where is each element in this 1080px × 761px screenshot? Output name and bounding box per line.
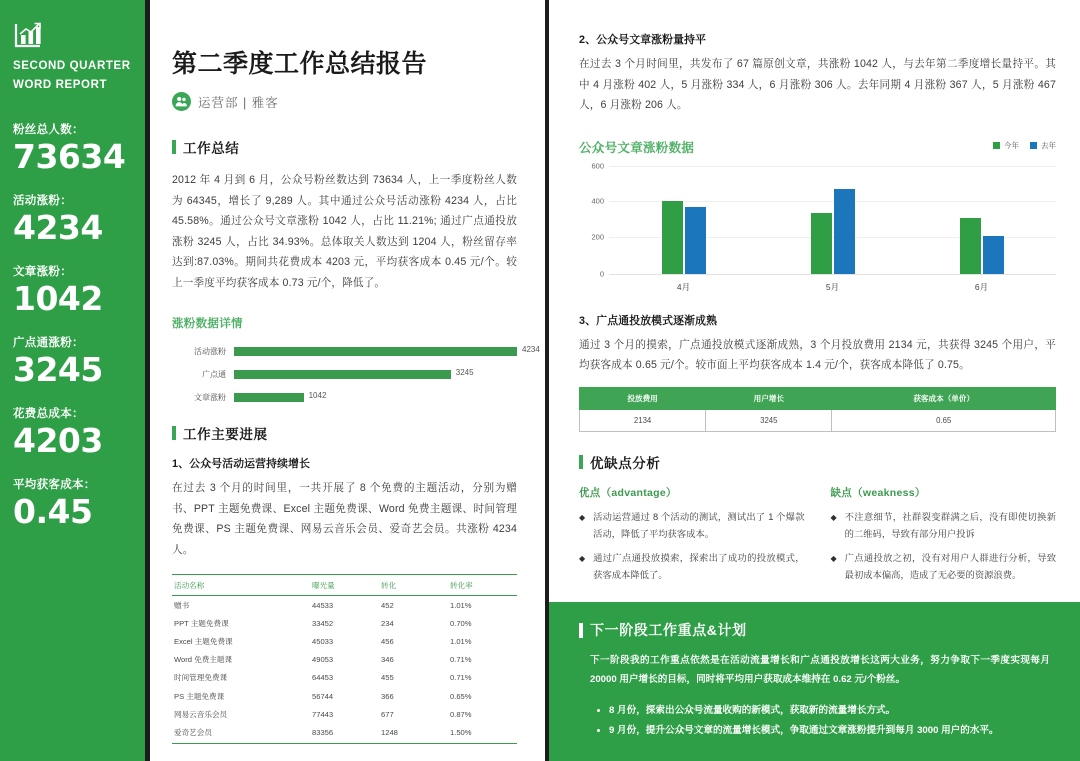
plan-heading-text: 下一阶段工作重点&计划 [590,622,747,638]
cell-impressions: 45033 [312,636,334,646]
cons-title: 缺点（weakness） [830,486,926,499]
table-row [172,632,517,650]
cell-name: 爱奇艺会员 [172,723,310,743]
cell-conversions: 346 [381,655,394,665]
chart-group-april [609,166,758,274]
bar-this-year [960,218,981,273]
column-header: 投放费用 [580,387,706,409]
y-tick: 400 [591,196,604,206]
section-accent-bar [172,140,176,154]
cell-name: 赠书 [174,600,190,610]
cell-impressions: 33452 [312,618,334,628]
list-item-text: 活动运营通过 8 个活动的测试，测试出了 1 个爆款活动，降低了平均获客成本。 [593,511,805,539]
stat-value: 0.45 [13,492,93,531]
chart-row-label: 广点通 [202,369,226,379]
cell-rate: 0.70% [450,618,472,628]
progress-item-2-title: 2、公众号文章涨粉量持平 [579,34,707,46]
chart-row-value: 3245 [455,367,474,377]
summary-paragraph: 2012 年 4 月到 6 月，公众号粉丝数达到 73634 人，上一季度粉丝人数为 64345，增长了 9,289 人。其中通过公众号活动涨粉 4234 人，占比 45.58%。通过公众号文章涨粉 1042 人，占比 11.21%; 通过广点通投放涨粉 3245 人，占比 34.93%。总体取关人数达到 1204 人，粉丝留存率达到:87.03%。期间共花费成本 4203 元，平均获客成本 0.45 元/个。较上一季度平均获客成本 0.73 元/个，降低了。 [172,174,517,289]
y-tick: 600 [591,161,604,170]
progress-item-3-title: 3、广点通投放模式逐渐成熟 [579,314,718,327]
cell-rate: 0.71% [450,655,472,665]
table-row [172,614,517,632]
cell-impressions: 83356 [310,723,379,743]
activity-table [172,574,517,744]
stat-value: 73634 [13,137,126,176]
stat-label: 广点通涨粉： [13,337,84,349]
section-accent-bar [579,623,583,638]
cell-rate: 0.65% [450,691,472,701]
stat-label: 平均获客成本： [13,479,96,491]
bar-this-year [662,201,683,273]
list-item: • 9 月份，提升公众号文章的流量增长模式，争取通过文章涨粉提升到每月 3000 用户的水平。 [609,721,1050,741]
chart-plot [579,161,1056,278]
progress-item-2-text: 在过去 3 个月时间里，共发布了 67 篇原创文章，共涨粉 1042 人，与去年第二季度增长量持平。其中 4 月涨粉 402 人，5 月涨粉 334 人，6 月涨粉 306 人。去年同期 4 月涨粉 367 人，5 月涨粉 467 人，6 月涨粉 206 人。 [579,58,1056,111]
diamond-bullet-icon: ◆ [830,553,837,563]
table-row [580,409,1056,431]
table-row [172,687,517,705]
cell-conversions: 366 [381,691,394,701]
stat-value: 1042 [13,279,103,318]
column-header: 获客成本（单价） [832,387,1056,409]
cell-conversions: 234 [381,618,394,628]
chart-group-june [907,166,1056,274]
stat-label: 活动涨粉： [13,195,72,207]
chart-row-label: 文章涨粉 [194,392,226,402]
cell-name: PS 主题免费课 [174,691,225,701]
chart-bar [234,370,451,379]
cell-conversions: 452 [381,600,394,610]
bar-this-year [811,213,832,273]
page-title: 第二季度工作总结报告 [172,50,428,78]
chart-bar-groups [609,166,1056,274]
next-phase-plan-panel [549,602,1080,761]
stat-article-growth [13,263,145,317]
table-header-row [580,387,1056,409]
cell-impressions: 44533 [312,600,334,610]
chart-row-track [234,344,540,356]
chart-row [172,389,517,405]
gdt-table [579,387,1056,432]
plan-paragraph: 下一阶段我的工作重点依然是在活动流量增长和广点通投放增长这两大业务，努力争取下一季度实现每月 20000 用户增长的目标，同时将平均用户获取成本维持在 0.62 元/个粉丝。 [590,655,1050,685]
article-fan-growth-chart [579,138,1056,293]
cell-impressions: 77443 [312,709,334,719]
legend-item-last-year [1030,140,1056,151]
stat-label: 粉丝总人数： [13,124,84,136]
diamond-bullet-icon: ◆ [830,512,837,522]
cell-conversions: 456 [381,636,394,646]
chart-row-track [234,367,517,379]
stat-value: 4234 [13,208,103,247]
table-row [172,705,517,723]
cell-name: Word 免费主题课 [174,655,233,665]
left-column [150,0,539,761]
stat-value: 3245 [13,350,103,389]
chart-row-label: 活动涨粉 [194,346,226,356]
x-tick: 4月 [676,281,691,292]
section-heading-text: 工作总结 [183,141,240,156]
stat-value: 4203 [13,421,103,460]
stat-total-cost [13,405,145,459]
y-tick: 0 [599,269,604,278]
cell-conversions: 1248 [379,723,448,743]
column-header: 曝光量 [310,575,379,596]
plan-heading [579,620,1050,640]
table-row [172,723,517,743]
column-header: 转化率 [448,575,517,596]
stat-label: 文章涨粉： [13,266,72,278]
list-item [579,550,805,584]
chart-y-axis [579,161,609,278]
list-item-text: 不注意细节，社群裂变群满之后，没有即使切换新的二维码，导致有部分用户投诉 [844,511,1056,539]
brand-line-1: SECOND QUARTER [13,60,131,72]
cell-spend: 2134 [580,409,706,431]
chart-title: 公众号文章涨粉数据 [579,140,695,155]
y-tick: 200 [591,232,604,242]
cell-name: 网易云音乐会员 [174,709,228,719]
chart-bar [234,393,304,402]
list-item-text: 通过广点通投放摸索，探索出了成功的投放模式，获客成本降低了。 [593,552,805,580]
chart-row-value: 4234 [522,344,540,354]
bar-chart-growth-icon [13,22,43,48]
section-heading-text: 优缺点分析 [590,455,661,471]
cell-impressions: 64453 [312,673,334,683]
section-heading-proscons [579,452,1056,472]
cell-conversions: 677 [381,709,394,719]
chart-group-may [758,166,907,274]
chart-row [172,366,517,382]
diamond-bullet-icon: ◆ [579,553,586,563]
chart-header [579,138,1056,156]
cell-name: Excel 主题免费课 [174,636,233,646]
chart-bar [234,347,517,356]
progress-item-3-text: 通过 3 个月的摸索，广点通投放模式逐渐成熟，3 个月投放费用 2134 元，共获得 3245 个用户，平均获客成本 0.65 元/个。较市面上平均获客成本 1.4 元/个，获客成本降低了 0.75。 [579,338,1056,371]
list-item: • 8 月份，探索出公众号流量收购的新模式，获取新的流量增长方式。 [609,701,1050,721]
right-column-body [549,0,1080,602]
bar-last-year [685,207,706,273]
chart-row-track [234,390,517,402]
cell-rate: 0.71% [450,673,472,683]
cell-cac: 0.65 [832,409,1056,431]
main-content [150,0,1080,761]
stat-gdt-growth [13,334,145,388]
list-item-text: 广点通投放之初，没有对用户人群进行分析，导致最初成本偏高，造成了无必要的资源浪费。 [844,552,1056,580]
table-row [172,669,517,687]
chart-legend [993,138,1056,151]
pros-title: 优点（advantage） [579,486,677,499]
chart-x-axis [609,281,1056,293]
column-header: 活动名称 [172,575,310,596]
bar-last-year [834,189,855,273]
cell-rate: 0.87% [450,709,472,719]
fan-growth-detail-chart [172,315,540,405]
section-accent-bar [172,426,176,440]
table-row [172,651,517,669]
cell-rate: 1.01% [450,636,472,646]
chart-title: 涨粉数据详情 [172,318,243,330]
cell-impressions: 56744 [312,691,334,701]
stat-total-fans [13,121,145,175]
stat-activity-growth [13,192,145,246]
x-tick: 5月 [825,281,840,292]
cell-name: 时间管理免费课 [174,673,228,683]
right-column [549,0,1080,761]
cons-column [831,485,1057,591]
legend-item-this-year [993,140,1019,151]
cell-rate: 1.50% [448,723,517,743]
chart-row [172,343,540,359]
list-item [831,509,1057,543]
cell-impressions: 49053 [312,655,334,665]
byline-text: 运营部 | 雅客 [198,95,279,110]
stat-label: 花费总成本： [13,408,84,420]
brand-line-2: WORD REPORT [13,79,108,91]
plan-bullet-list [579,701,1050,741]
section-accent-bar [579,455,583,469]
cell-user-growth: 3245 [706,409,832,431]
bar-last-year [983,236,1004,273]
pros-column [579,485,805,591]
legend-label: 去年 [1041,140,1056,150]
progress-item-1-text: 在过去 3 个月的时间里，一共开展了 8 个免费的主题活动，分别为赠书、PPT 主题免费课、Excel 主题免费课、Word 免费主题课、时间管理免费课、PS 主题免费课、网易云音乐会员、爱奇艺会员。共涨粉 4234 人。 [172,482,517,556]
list-item [831,550,1057,584]
section-heading-progress [172,423,517,443]
section-heading-summary [172,137,517,157]
legend-swatch [993,142,1000,149]
table-row [172,596,517,615]
chart-plot-area [609,166,1056,275]
column-header: 转化 [379,575,448,596]
progress-item-1-title: 1、公众号活动运营持续增长 [172,458,311,470]
legend-swatch [1030,142,1037,149]
people-group-icon [172,92,191,111]
cell-conversions: 455 [381,673,394,683]
cell-rate: 1.01% [450,600,472,610]
diamond-bullet-icon: ◆ [579,512,586,522]
column-header: 用户增长 [706,387,832,409]
stat-avg-cost [13,476,145,530]
byline [172,92,517,111]
list-item [579,509,805,543]
chart-row-value: 1042 [308,390,327,400]
cell-name: PPT 主题免费课 [174,618,229,628]
legend-label: 今年 [1004,140,1019,150]
section-heading-text: 工作主要进展 [183,427,268,442]
pros-cons-container [579,485,1056,591]
table-header-row [172,575,517,596]
sidebar [0,0,145,761]
x-tick: 6月 [974,281,989,292]
